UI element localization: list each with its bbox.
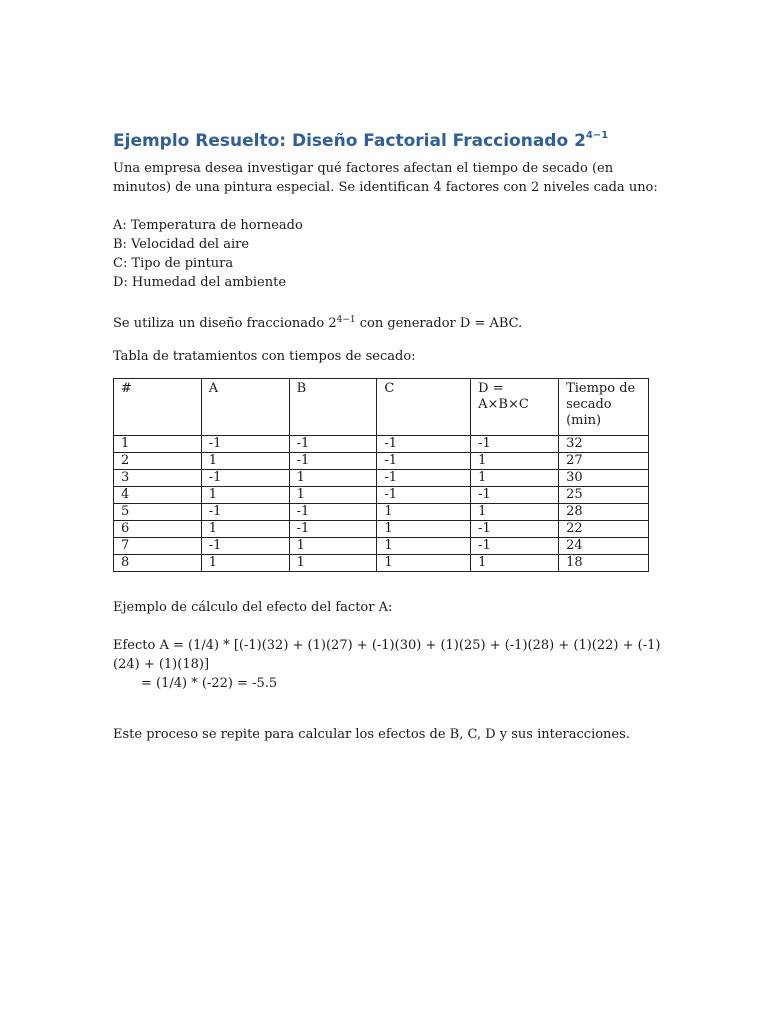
treatment-table (113, 378, 649, 572)
table-cell: 1 (471, 453, 559, 470)
table-cell: 1 (377, 504, 471, 521)
table-cell: 1 (471, 470, 559, 487)
table-cell: 1 (289, 538, 377, 555)
factor-item: A: Temperatura de horneado (113, 218, 303, 233)
table-cell: 1 (289, 555, 377, 572)
table-row (114, 521, 649, 538)
table-cell: 22 (559, 521, 649, 538)
table-cell: 1 (377, 538, 471, 555)
table-header-cell: B (289, 379, 377, 436)
design-statement (113, 311, 668, 333)
table-header-cell: # (114, 379, 202, 436)
closing-paragraph: Este proceso se repite para calcular los efectos de B, C, D y sus interacciones. (113, 727, 630, 742)
table-cell: 1 (289, 470, 377, 487)
table-cell: -1 (377, 487, 471, 504)
table-cell: 24 (559, 538, 649, 555)
table-cell: 5 (114, 504, 202, 521)
table-cell: 6 (114, 521, 202, 538)
table-cell: 8 (114, 555, 202, 572)
table-cell: 32 (559, 436, 649, 453)
table-header-cell: Tiempo de secado (min) (559, 379, 649, 436)
table-cell: -1 (201, 470, 289, 487)
table-cell: -1 (289, 436, 377, 453)
table-cell: 1 (377, 521, 471, 538)
table-header-row (114, 379, 649, 436)
table-cell: 3 (114, 470, 202, 487)
title-text: Ejemplo Resuelto: Diseño Factorial Fraccionado 2 (113, 131, 586, 151)
table-cell: -1 (471, 538, 559, 555)
table-cell: 1 (377, 555, 471, 572)
table-cell: 7 (114, 538, 202, 555)
table-cell: 2 (114, 453, 202, 470)
table-row (114, 436, 649, 453)
document-title (113, 122, 668, 155)
table-cell: -1 (471, 487, 559, 504)
table-cell: 1 (201, 555, 289, 572)
design-prefix: Se utiliza un diseño fraccionado 2 (113, 316, 337, 331)
table-row (114, 470, 649, 487)
table-cell: 1 (471, 504, 559, 521)
calc-intro: Ejemplo de cálculo del efecto del factor A: (113, 600, 393, 615)
table-intro: Tabla de tratamientos con tiempos de secado: (113, 349, 416, 364)
table-cell: -1 (201, 436, 289, 453)
table-cell: 30 (559, 470, 649, 487)
design-suffix: con generador D = ABC. (355, 316, 523, 331)
table-row (114, 538, 649, 555)
calc-formula: Efecto A = (1/4) * [(-1)(32) + (1)(27) + (-1)(30) + (1)(25) + (-1)(28) + (1)(22) + (-1)(24) + (1)(18)] (113, 638, 661, 672)
table-cell: 1 (201, 521, 289, 538)
table-cell: 25 (559, 487, 649, 504)
factor-item: D: Humedad del ambiente (113, 275, 287, 290)
table-cell: 1 (201, 453, 289, 470)
table-cell: -1 (471, 521, 559, 538)
factor-list (113, 216, 668, 292)
table-cell: -1 (201, 538, 289, 555)
table-cell: 1 (471, 555, 559, 572)
table-header-cell: C (377, 379, 471, 436)
table-row (114, 555, 649, 572)
table-cell: -1 (289, 521, 377, 538)
table-cell: -1 (377, 453, 471, 470)
factor-item: B: Velocidad del aire (113, 237, 250, 252)
table-cell: -1 (377, 436, 471, 453)
table-row (114, 487, 649, 504)
table-cell: 1 (289, 487, 377, 504)
intro-paragraph: Una empresa desea investigar qué factores afectan el tiempo de secado (en minutos) de una pintura especial. Se identifican 4 factores con 2 niveles cada uno: (113, 161, 658, 195)
table-header-cell: D = A×B×C (471, 379, 559, 436)
calc-result: = (1/4) * (-22) = -5.5 (141, 676, 278, 691)
table-row (114, 453, 649, 470)
table-cell: -1 (289, 453, 377, 470)
table-cell: 1 (201, 487, 289, 504)
table-cell: -1 (471, 436, 559, 453)
table-cell: -1 (201, 504, 289, 521)
table-header-cell: A (201, 379, 289, 436)
design-exponent: 4−1 (336, 315, 356, 325)
table-cell: -1 (289, 504, 377, 521)
table-cell: 1 (114, 436, 202, 453)
table-cell: 4 (114, 487, 202, 504)
table-cell: -1 (377, 470, 471, 487)
table-row (114, 504, 649, 521)
table-cell: 28 (559, 504, 649, 521)
table-cell: 27 (559, 453, 649, 470)
table-cell: 18 (559, 555, 649, 572)
factor-item: C: Tipo de pintura (113, 256, 234, 271)
title-exponent: 4−1 (585, 130, 609, 141)
